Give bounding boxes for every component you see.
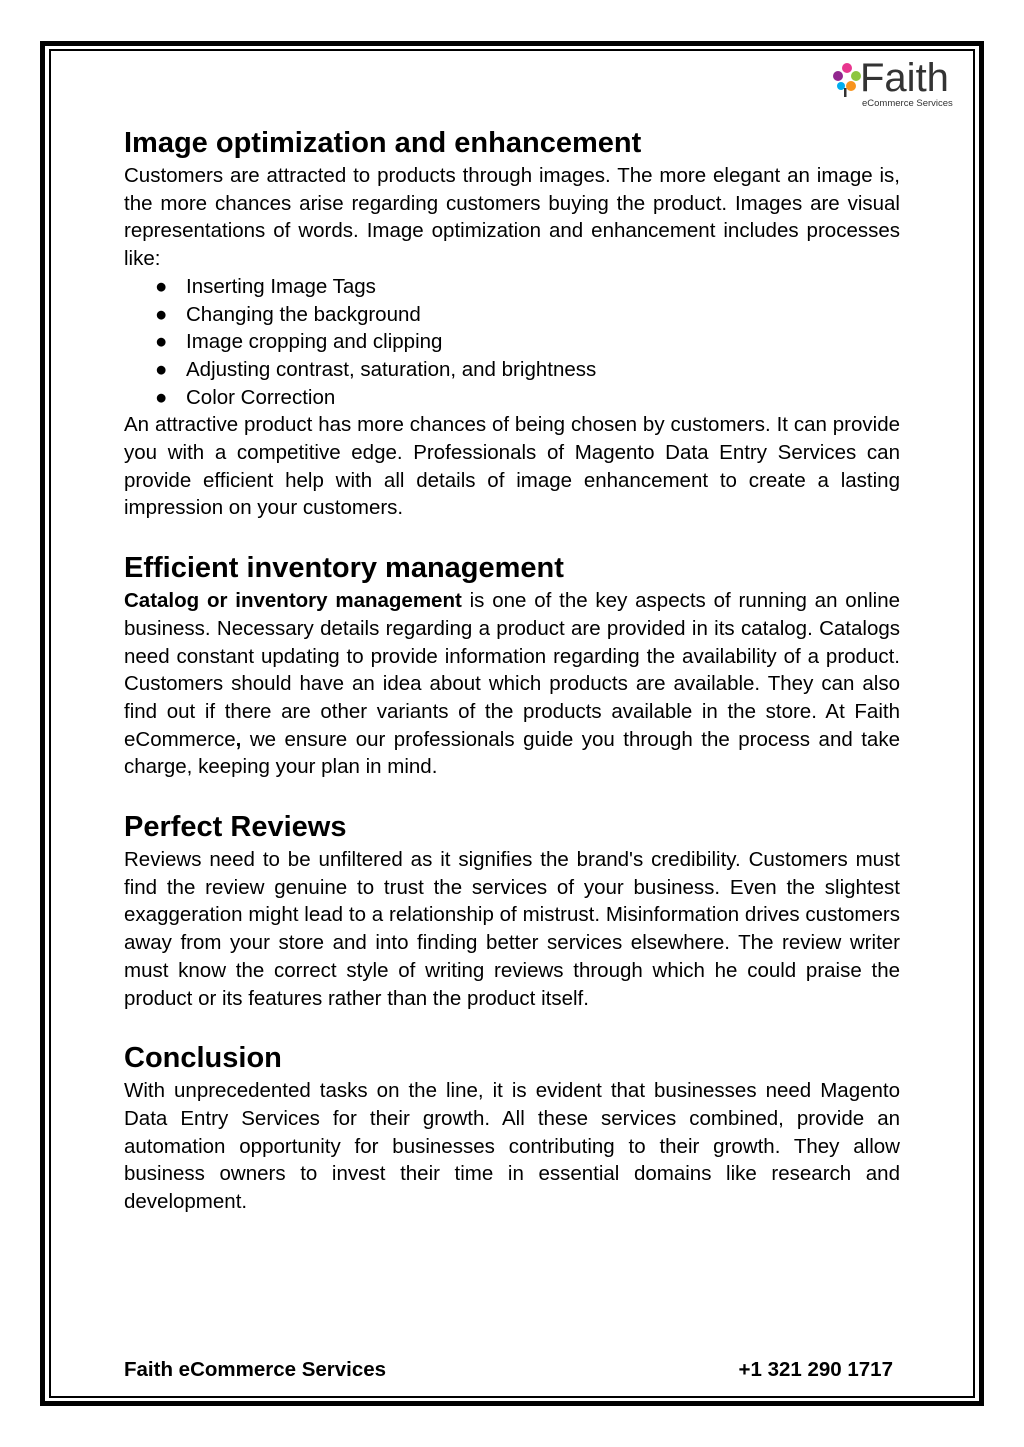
section-intro: Customers are attracted to products through images. The more elegant an image is, the more chances arise regarding customers buying the product. Images are visual representations of words. Image optimization and enhancement includes processes like: — [124, 164, 900, 271]
section-heading: Efficient inventory management — [124, 552, 564, 585]
list-item: ● Image cropping and clipping — [186, 328, 900, 356]
bullet-icon: ● — [155, 330, 168, 354]
list-item: ● Changing the background — [186, 301, 900, 329]
section-heading: Perfect Reviews — [124, 811, 347, 844]
bullet-icon: ● — [155, 357, 168, 381]
document-body — [124, 124, 900, 1243]
section-body: With unprecedented tasks on the line, it is evident that businesses need Magento Data Entry Services for their growth. All these services combined, provide an automation opportunity for businesses contributing to their growth. They allow business owners to invest their time in essential domains like research and development. — [124, 1079, 900, 1214]
footer-company: Faith eCommerce Services — [124, 1358, 387, 1381]
section-outro: An attractive product has more chances of being chosen by customers. It can provide you with a competitive edge. Professionals of Magento Data Entry Services can provide efficient help with all details of image enhancement to create a lasting impression on your customers. — [124, 413, 900, 520]
process-list — [124, 273, 900, 412]
section-heading: Image optimization and enhancement — [124, 127, 642, 159]
bullet-icon: ● — [155, 302, 168, 326]
list-item: ● Color Correction — [186, 384, 900, 412]
section-body: Reviews need to be unfiltered as it signifies the brand's credibility. Customers must find the review genuine to trust the services of your business. Even the slightest exaggeration might lead to a relationship of mistrust. Misinformation drives customers away from your store and into finding better services elsewhere. The review writer must know the correct style of writing reviews through which he could praise the product or its features rather than the product itself. — [124, 848, 900, 1010]
section-conclusion — [124, 1039, 900, 1216]
list-item: ● Inserting Image Tags — [186, 273, 900, 301]
footer-phone: +1 321 290 1717 — [738, 1358, 893, 1381]
section-inventory-management — [124, 549, 900, 781]
section-image-optimization — [124, 124, 900, 522]
section-perfect-reviews — [124, 808, 900, 1012]
section-heading: Conclusion — [124, 1042, 282, 1075]
flower-logo-icon — [832, 62, 862, 98]
bullet-icon: ● — [155, 385, 168, 409]
bullet-icon: ● — [155, 274, 168, 298]
faith-logo — [832, 56, 964, 112]
bold-lead: Catalog or inventory management — [124, 589, 462, 613]
logo-name: Faith — [860, 56, 949, 100]
list-item: ● Adjusting contrast, saturation, and brightness — [186, 356, 900, 384]
section-body: Catalog or inventory management is one of the key aspects of running an online business. Necessary details regarding a product are provided in its catalog. Catalogs need constant updating to provide information regarding the availability of a product. Customers should have an idea about which products are available. They can also find out if there are other variants of the products available in the store. At Faith eCommerce, we ensure our professionals guide you through the process and take charge, keeping your plan in mind. — [124, 589, 901, 779]
logo-tagline: eCommerce Services — [862, 98, 953, 109]
